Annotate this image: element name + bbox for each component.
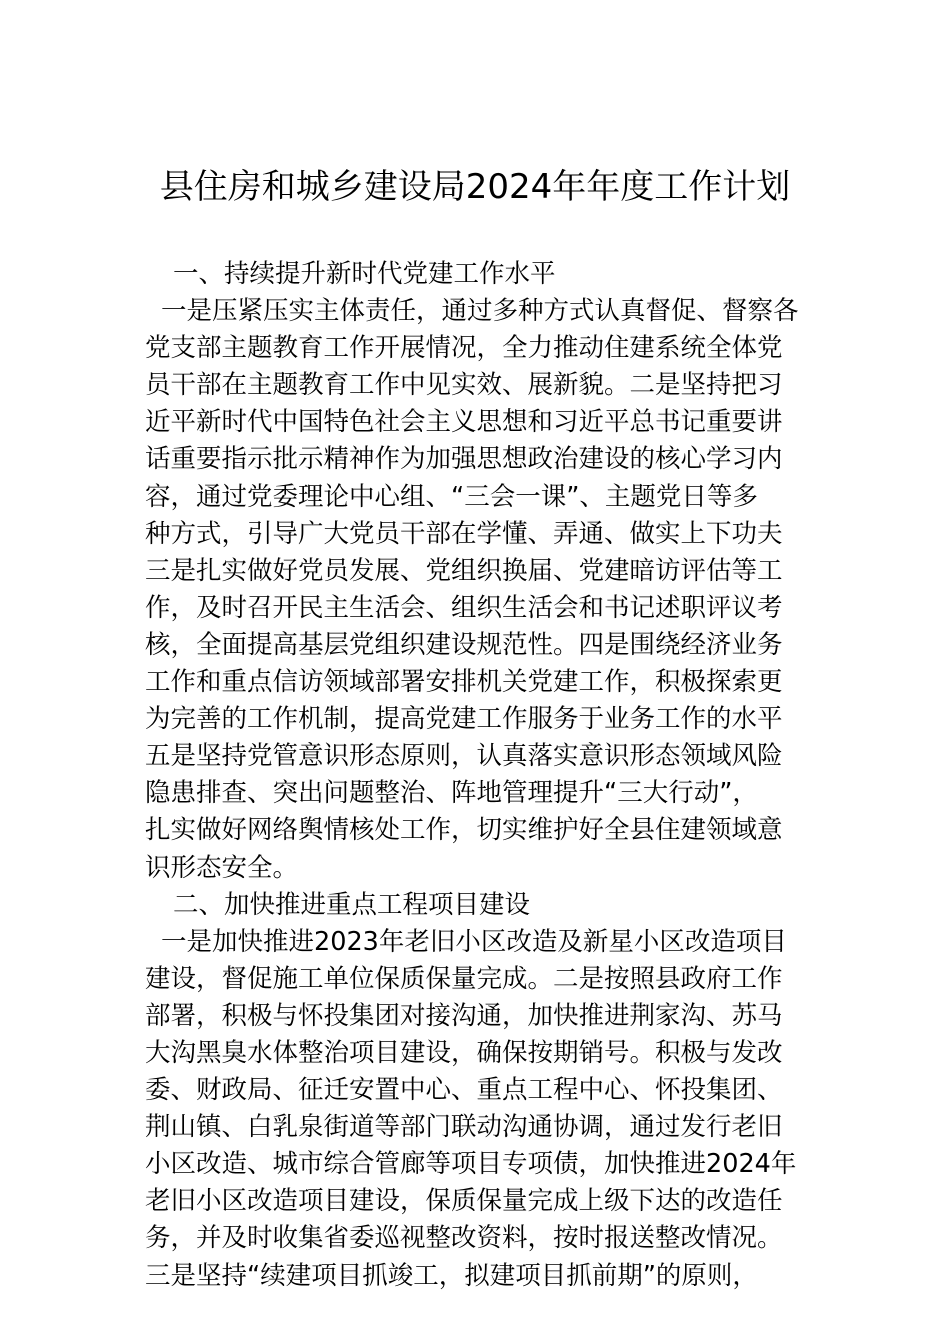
body-line: 务，并及时收集省委巡视整改资料，按时报送整改情况。 <box>145 1223 783 1254</box>
body-line: 隐患排查、突出问题整治、阵地管理提升“三大行动”， <box>145 778 758 809</box>
body-line: 三是坚持“续建项目抓竣工，拟建项目抓前期”的原则， <box>145 1260 758 1291</box>
section-heading-2: 二、加快推进重点工程项目建设 <box>173 889 531 920</box>
body-line: 荆山镇、白乳泉街道等部门联动沟通协调，通过发行老旧 <box>145 1112 783 1143</box>
body-line: 核，全面提高基层党组织建设规范性。四是围绕经济业务 <box>145 629 783 660</box>
body-line: 一是加快推进2023年老旧小区改造及新星小区改造项目 <box>161 926 787 957</box>
document-title: 县住房和城乡建设局2024年年度工作计划 <box>159 167 791 207</box>
body-line: 建设，督促施工单位保质保量完成。二是按照县政府工作 <box>145 963 783 994</box>
body-line: 部署，积极与怀投集团对接沟通，加快推进荆家沟、苏马 <box>145 1000 783 1031</box>
body-line: 员干部在主题教育工作中见实效、展新貌。二是坚持把习 <box>145 370 783 401</box>
body-line: 扎实做好网络舆情核处工作，切实维护好全县住建领域意 <box>145 815 783 846</box>
body-line: 老旧小区改造项目建设，保质保量完成上级下达的改造任 <box>145 1186 783 1217</box>
body-line: 话重要指示批示精神作为加强思想政治建设的核心学习内 <box>145 444 783 475</box>
body-line: 工作和重点信访领域部署安排机关党建工作，积极探索更 <box>145 667 783 698</box>
body-line: 作，及时召开民主生活会、组织生活会和书记述职评议考 <box>145 592 783 623</box>
body-line: 识形态安全。 <box>145 852 299 883</box>
document-body <box>145 256 805 1295</box>
section-heading-1: 一、持续提升新时代党建工作水平 <box>173 259 556 289</box>
body-line: 党支部主题教育工作开展情况，全力推动住建系统全体党 <box>145 333 783 364</box>
body-line: 为完善的工作机制，提高党建工作服务于业务工作的水平 <box>145 704 783 735</box>
body-line: 种方式，引导广大党员干部在学懂、弄通、做实上下功夫 <box>145 518 783 549</box>
body-line: 一是压紧压实主体责任，通过多种方式认真督促、督察各 <box>161 296 799 327</box>
body-line: 小区改造、城市综合管廊等项目专项债，加快推进2024年 <box>145 1149 797 1180</box>
body-line: 五是坚持党管意识形态原则，认真落实意识形态领域风险 <box>145 741 783 772</box>
body-line: 三是扎实做好党员发展、党组织换届、党建暗访评估等工 <box>145 555 783 586</box>
body-line: 容，通过党委理论中心组、“三会一课”、主题党日等多 <box>145 481 758 512</box>
body-line: 近平新时代中国特色社会主义思想和习近平总书记重要讲 <box>145 407 783 438</box>
body-line: 委、财政局、征迁安置中心、重点工程中心、怀投集团、 <box>145 1075 783 1106</box>
body-line: 大沟黑臭水体整治项目建设，确保按期销号。积极与发改 <box>145 1037 783 1068</box>
